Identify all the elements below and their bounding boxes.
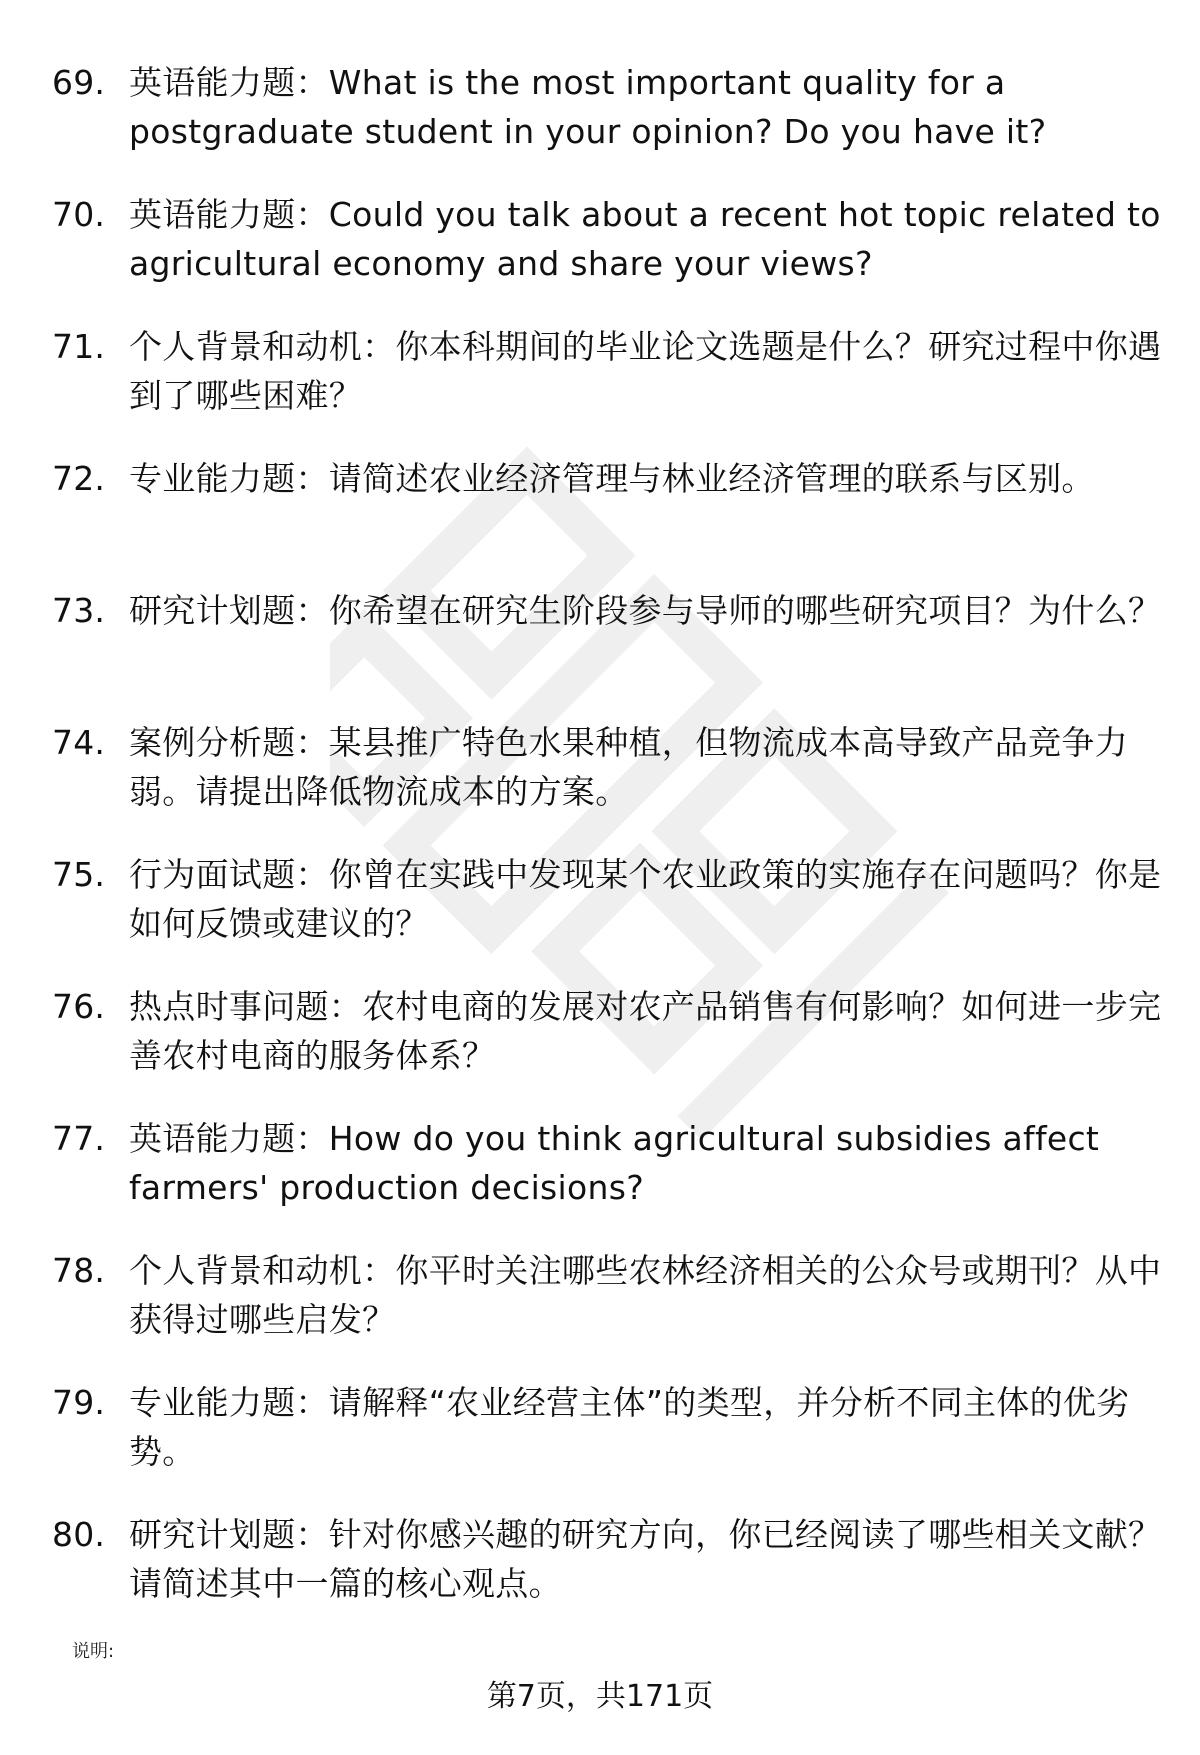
question-number: 76. [52, 987, 106, 1026]
question-number: 70. [52, 195, 106, 234]
question-text: 行为面试题：你曾在实践中发现某个农业政策的实施存在问题吗？你是如何反馈或建议的？ [129, 855, 1162, 943]
question-number: 78. [52, 1251, 106, 1290]
question-text: 英语能力题：What is the most important quality for a postgraduate student in your opinion? Do you have it? [129, 63, 1047, 151]
list-item [52, 454, 1162, 586]
question-number: 72. [52, 459, 106, 498]
question-number: 75. [52, 855, 106, 894]
list-item [52, 190, 1162, 322]
question-number: 80. [52, 1515, 106, 1554]
question-text: 个人背景和动机：你平时关注哪些农林经济相关的公众号或期刊？从中获得过哪些启发？ [129, 1251, 1162, 1339]
question-number: 69. [52, 63, 106, 102]
list-item [52, 850, 1162, 982]
question-text: 专业能力题：请简述农业经济管理与林业经济管理的联系与区别。 [129, 459, 1095, 498]
list-item [52, 322, 1162, 454]
list-item [52, 1246, 1162, 1378]
question-number: 79. [52, 1383, 106, 1422]
question-number: 71. [52, 327, 106, 366]
question-number: 74. [52, 723, 106, 762]
question-list [52, 58, 1162, 1642]
question-number: 73. [52, 591, 106, 630]
question-text: 案例分析题：某县推广特色水果种植，但物流成本高导致产品竞争力弱。请提出降低物流成本的方案。 [129, 723, 1128, 811]
question-text: 热点时事问题：农村电商的发展对农产品销售有何影响？如何进一步完善农村电商的服务体系？ [129, 987, 1162, 1075]
question-text: 研究计划题：你希望在研究生阶段参与导师的哪些研究项目？为什么？ [129, 591, 1162, 630]
list-item [52, 1114, 1162, 1246]
note-label: 说明: [72, 1641, 115, 1662]
list-item [52, 718, 1162, 850]
question-text: 专业能力题：请解释“农业经营主体”的类型，并分析不同主体的优劣势。 [129, 1383, 1130, 1471]
list-item [52, 1510, 1162, 1642]
list-item [52, 982, 1162, 1114]
list-item [52, 58, 1162, 190]
question-text: 个人背景和动机：你本科期间的毕业论文选题是什么？研究过程中你遇到了哪些困难？ [129, 327, 1162, 415]
page-footer: 第7页，共171页 [486, 1679, 714, 1714]
question-text: 英语能力题：Could you talk about a recent hot topic related to agricultural economy and share your views? [129, 195, 1161, 283]
list-item [52, 586, 1162, 718]
question-text: 研究计划题：针对你感兴趣的研究方向，你已经阅读了哪些相关文献？请简述其中一篇的核心观点。 [129, 1515, 1162, 1603]
question-number: 77. [52, 1119, 106, 1158]
question-text: 英语能力题：How do you think agricultural subsidies affect farmers' production decisions? [129, 1119, 1100, 1207]
list-item [52, 1378, 1162, 1510]
